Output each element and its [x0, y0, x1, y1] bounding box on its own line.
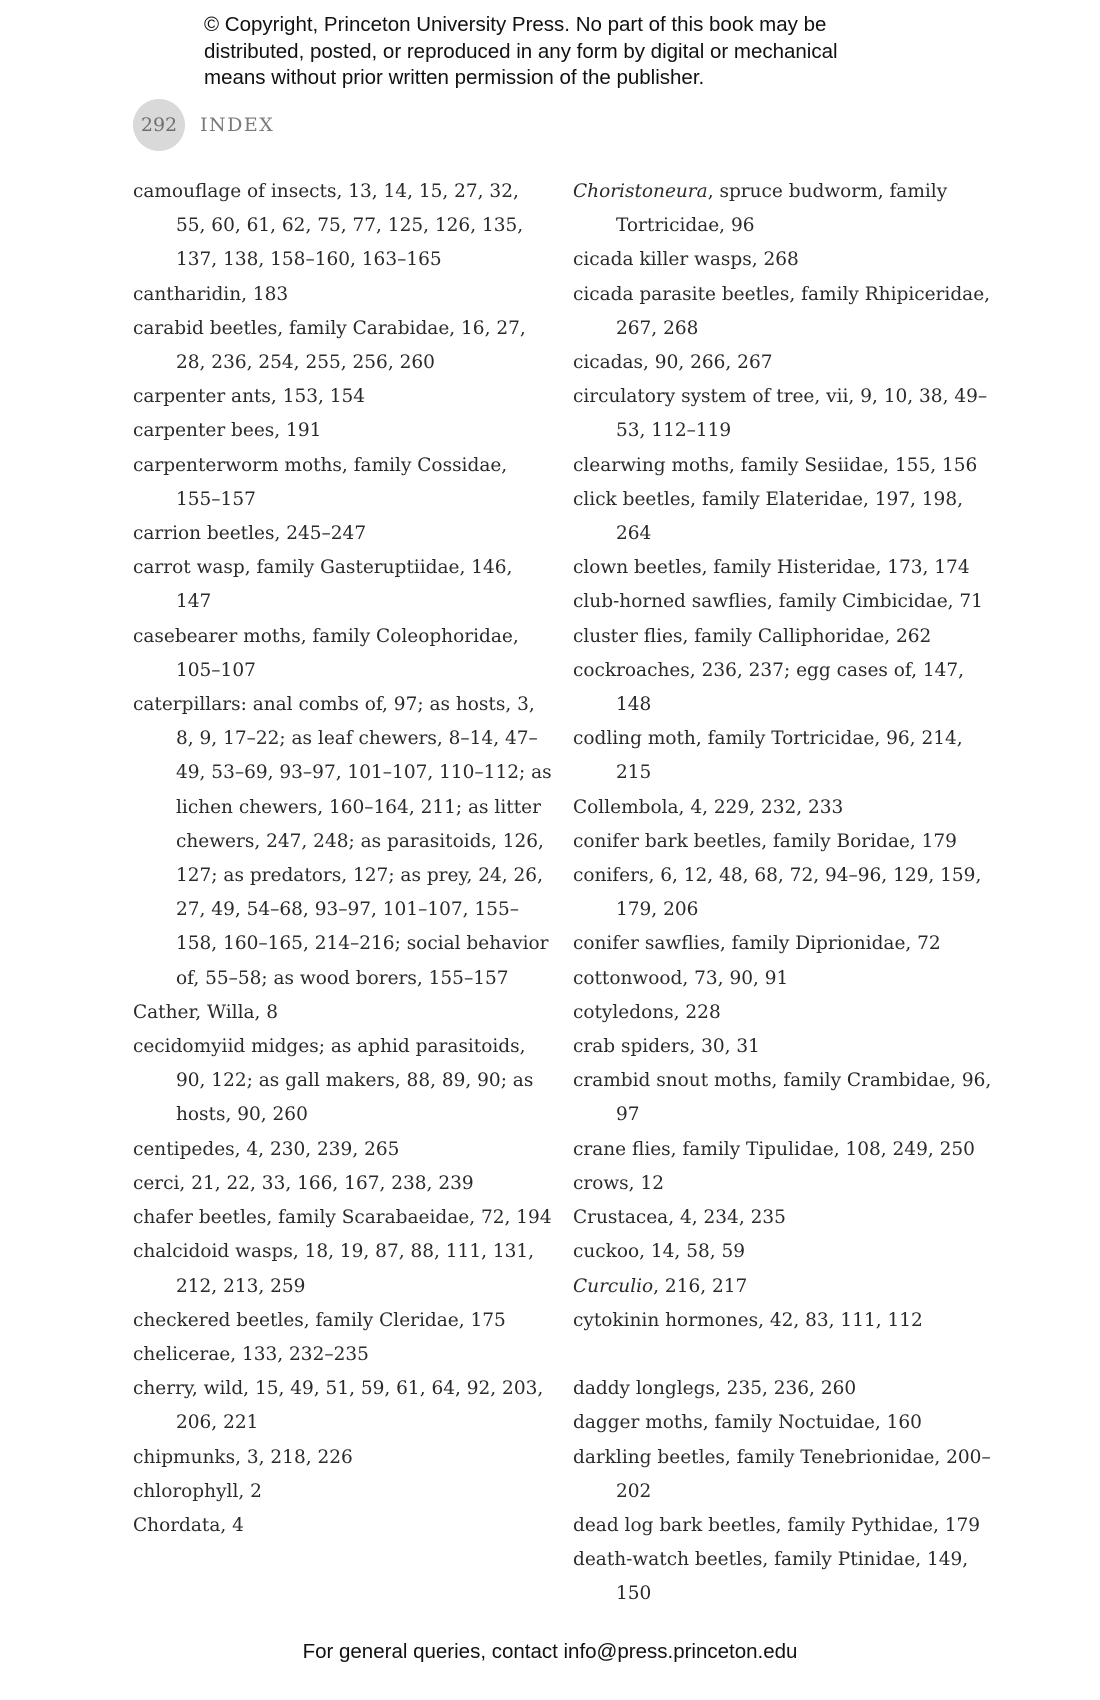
index-entry — [573, 243, 993, 277]
index-locators: 153, 154 — [276, 386, 366, 408]
index-term: carpenterworm moths, — [133, 454, 348, 476]
index-locators: 3, 218, 226 — [241, 1446, 353, 1468]
index-entry — [573, 1235, 993, 1269]
index-entry — [573, 585, 993, 619]
index-entry — [573, 278, 993, 346]
index-locators: 4, 229, 232, 233 — [684, 796, 844, 818]
index-term: click beetles, — [573, 488, 697, 510]
index-term: cockroaches, — [573, 659, 696, 681]
index-entry — [133, 1304, 553, 1338]
index-term: cytokinin hormones, — [573, 1309, 764, 1331]
index-term: carpenter ants, — [133, 386, 277, 408]
index-entry — [133, 414, 553, 448]
index-column-left — [133, 175, 553, 1543]
index-term: checkered beetles, — [133, 1309, 310, 1331]
index-term: conifer bark beetles, — [573, 830, 768, 852]
index-term: casebearer moths, — [133, 625, 307, 647]
index-entry — [573, 1270, 993, 1304]
index-entry — [133, 1441, 553, 1475]
index-locators: family Histeridae, 173, 174 — [707, 557, 970, 579]
index-locators: 268 — [757, 249, 799, 271]
index-term: club-horned sawflies, — [573, 591, 773, 613]
index-term: cottonwood, — [573, 967, 689, 989]
index-entry — [133, 996, 553, 1030]
index-term: chlorophyll, — [133, 1480, 245, 1502]
index-term: carpenter bees, — [133, 420, 281, 442]
index-entry — [133, 688, 553, 996]
index-term: cecidomyiid midges; — [133, 1036, 325, 1058]
index-locators: 133, 232–235 — [236, 1343, 369, 1365]
index-entry — [573, 1030, 993, 1064]
index-locators: 18, 19, 87, 88, 111, 131, 212, 213, 259 — [176, 1241, 535, 1297]
index-term: camouflage of insects, — [133, 181, 343, 202]
index-locators: 12 — [634, 1172, 664, 1194]
index-term: Chordata, — [133, 1514, 227, 1536]
index-entry — [133, 1372, 553, 1440]
index-entry — [573, 1509, 993, 1543]
index-column-right — [573, 175, 993, 1612]
index-locators: 13, 14, 15, 27, 32, 55, 60, 61, 62, 75, 77, 125, 126, 135, 137, 138, 158–160, 163–165 — [176, 181, 524, 271]
index-term: carrot wasp, — [133, 557, 251, 579]
index-entry — [133, 175, 553, 278]
index-entry — [573, 962, 993, 996]
index-locators: 228 — [679, 1001, 721, 1023]
index-entry — [133, 1235, 553, 1303]
index-term: carrion beetles, — [133, 523, 281, 545]
index-entry — [133, 620, 553, 688]
index-locators: family Noctuidae, 160 — [708, 1412, 922, 1434]
index-term: conifer sawflies, — [573, 933, 726, 955]
index-term: conifers, — [573, 865, 655, 887]
index-entry — [573, 175, 993, 243]
index-term: darkling beetles, — [573, 1446, 731, 1468]
index-term: cicada parasite beetles, — [573, 283, 796, 305]
index-entry — [573, 654, 993, 722]
index-locators: 42, 83, 111, 112 — [763, 1309, 923, 1331]
index-term: codling moth, — [573, 728, 702, 750]
index-locators: family Gasteruptiidae, 146, 147 — [176, 557, 513, 613]
index-locators: as aphid parasitoids, 90, 122; as gall makers, 88, 89, 90; as hosts, 90, 260 — [176, 1036, 534, 1126]
index-locators: 183 — [247, 283, 289, 305]
index-locators: 245–247 — [280, 523, 367, 545]
index-term: chelicerae, — [133, 1343, 237, 1365]
index-entry — [573, 1441, 993, 1509]
index-locators: 191 — [280, 420, 322, 442]
index-term: Crustacea, — [573, 1207, 675, 1229]
index-entry — [133, 278, 553, 312]
page-number: 292 — [133, 99, 185, 151]
index-locators: vii, 9, 10, 38, 49–53, 112–119 — [616, 386, 988, 442]
index-term: cherry, wild, — [133, 1378, 250, 1400]
index-entry — [573, 1167, 993, 1201]
index-term: death-watch beetles, — [573, 1549, 769, 1571]
index-entry — [573, 1372, 993, 1406]
index-locators: family Tipulidae, 108, 249, 250 — [676, 1138, 975, 1160]
index-term: clearwing moths, — [573, 454, 735, 476]
index-locators: 73, 90, 91 — [688, 967, 789, 989]
index-term: chipmunks, — [133, 1446, 241, 1468]
index-entry — [573, 859, 993, 927]
index-entry — [573, 996, 993, 1030]
index-locators: family Ptinidae, 149, 150 — [616, 1549, 969, 1605]
index-locators: 2 — [244, 1480, 262, 1502]
index-locators: family Cleridae, 175 — [309, 1309, 506, 1331]
index-locators: family Boridae, 179 — [767, 830, 957, 852]
index-locators: family Tortricidae, 96, 214, 215 — [616, 728, 963, 784]
index-locators: family Tenebrionidae, 200–202 — [616, 1446, 991, 1502]
index-locators: 4, 230, 239, 265 — [240, 1138, 400, 1160]
index-term: cantharidin, — [133, 283, 247, 305]
index-term: Choristoneura — [573, 181, 708, 202]
index-entry — [133, 1030, 553, 1133]
index-entry — [133, 551, 553, 619]
index-term: cerci, — [133, 1172, 186, 1194]
index-entry — [573, 449, 993, 483]
index-entry — [573, 620, 993, 654]
index-locators: 236, 237; egg cases of, 147, 148 — [616, 659, 965, 716]
index-term: caterpillars: — [133, 694, 247, 716]
index-term: circulatory system of tree, — [573, 386, 821, 408]
copyright-line: © Copyright, Princeton University Press. No part of this book may be — [204, 13, 827, 36]
index-locators: anal combs of, 97; as hosts, 3, 8, 9, 17–22; as leaf chewers, 8–14, 47–49, 53–69, 93–97, 101–107, 110–112; as lichen chewers, 160–164, 211; as litter chewers, 247, 248; as parasitoids, 126, 127; as predators, 127; as prey, 24, 26, 27, 49, 54–68, 93–97, 101–107, 155–158, 160–165, 214–216; social behavior of, 55–58; as wood borers, 155–157 — [176, 694, 552, 989]
index-locators: 15, 49, 51, 59, 61, 64, 92, 203, 206, 221 — [176, 1378, 544, 1434]
index-locators: family Coleophoridae, 105–107 — [176, 625, 519, 681]
index-locators: 6, 12, 48, 68, 72, 94–96, 129, 159, 179, 206 — [616, 865, 982, 921]
index-entry — [573, 551, 993, 585]
section-title: INDEX — [200, 114, 275, 136]
copyright-line: means without prior written permission of the publisher. — [204, 66, 705, 89]
index-locators: family Cimbicidae, 71 — [772, 591, 983, 613]
index-locators: family Sesiidae, 155, 156 — [734, 454, 978, 476]
index-term: crows, — [573, 1172, 635, 1194]
index-entry — [573, 346, 993, 380]
index-term: chafer beetles, — [133, 1207, 273, 1229]
copyright-line: distributed, posted, or reproduced in any form by digital or mechanical — [204, 39, 838, 63]
index-locators: family Diprionidae, 72 — [725, 933, 941, 955]
index-term: carabid beetles, — [133, 317, 284, 339]
index-locators: family Scarabaeidae, 72, 194 — [272, 1207, 552, 1229]
index-entry — [573, 927, 993, 961]
index-locators: 90, 266, 267 — [648, 352, 773, 374]
index-entry — [573, 1304, 993, 1338]
index-entry — [573, 791, 993, 825]
index-entry — [573, 1064, 993, 1132]
index-entry — [133, 1167, 553, 1201]
index-entry — [573, 1133, 993, 1167]
index-entry — [573, 380, 993, 448]
index-locators: 14, 58, 59 — [645, 1241, 746, 1263]
index-term: clown beetles, — [573, 557, 708, 579]
index-term: chalcidoid wasps, — [133, 1241, 299, 1263]
index-locators: family Calliphoridae, 262 — [688, 625, 932, 647]
index-entry — [133, 1133, 553, 1167]
index-term: cicada killer wasps, — [573, 249, 758, 271]
index-term: Cather, Willa, — [133, 1001, 261, 1023]
index-entry — [573, 1201, 993, 1235]
index-locators: 4 — [226, 1514, 244, 1536]
index-term: daddy longlegs, — [573, 1378, 721, 1400]
copyright-notice — [204, 12, 924, 92]
index-term: cuckoo, — [573, 1241, 646, 1263]
index-locators: 21, 22, 33, 166, 167, 238, 239 — [185, 1172, 474, 1194]
index-entry — [133, 517, 553, 551]
index-term: cluster flies, — [573, 625, 689, 647]
index-entry — [133, 1338, 553, 1372]
index-term: dagger moths, — [573, 1412, 709, 1434]
index-locators: family Cossidae, 155–157 — [176, 454, 508, 510]
index-term: dead log bark beetles, — [573, 1514, 782, 1536]
index-locators: , 216, 217 — [653, 1275, 748, 1297]
index-locators: 8 — [260, 1001, 279, 1023]
index-entry — [573, 722, 993, 790]
index-locators: family Pythidae, 179 — [781, 1514, 981, 1536]
index-entry — [573, 483, 993, 551]
index-term: crambid snout moths, — [573, 1070, 778, 1092]
index-entry — [133, 1201, 553, 1235]
index-term: cotyledons, — [573, 1001, 680, 1023]
index-entry — [133, 449, 553, 517]
index-locators: family Crambidae, 96, 97 — [616, 1070, 992, 1126]
index-locators: family Rhipiceridae, 267, 268 — [616, 283, 991, 339]
index-entry — [573, 1543, 993, 1611]
index-term: crab spiders, — [573, 1036, 696, 1058]
index-entry — [573, 1406, 993, 1440]
index-entry — [133, 380, 553, 414]
index-locators: family Elateridae, 197, 198, 264 — [616, 488, 963, 545]
index-locators: 4, 234, 235 — [674, 1207, 786, 1229]
index-entry — [133, 1509, 553, 1543]
index-entry — [133, 312, 553, 380]
index-locators: 235, 236, 260 — [720, 1378, 857, 1400]
index-term: crane flies, — [573, 1138, 677, 1160]
index-term: centipedes, — [133, 1138, 241, 1160]
index-locators: 30, 31 — [695, 1036, 760, 1058]
index-locators: , spruce budworm, family Tortricidae, 96 — [616, 181, 948, 237]
page-header — [133, 99, 274, 151]
footer-contact: For general queries, contact info@press.princeton.edu — [302, 1640, 798, 1663]
index-entry — [573, 825, 993, 859]
index-locators: family Carabidae, 16, 27, 28, 236, 254, 255, 256, 260 — [176, 317, 526, 374]
index-term: Curculio — [573, 1275, 654, 1297]
index-term: Collembola, — [573, 796, 685, 818]
index-entry — [133, 1475, 553, 1509]
index-term: cicadas, — [573, 352, 649, 374]
